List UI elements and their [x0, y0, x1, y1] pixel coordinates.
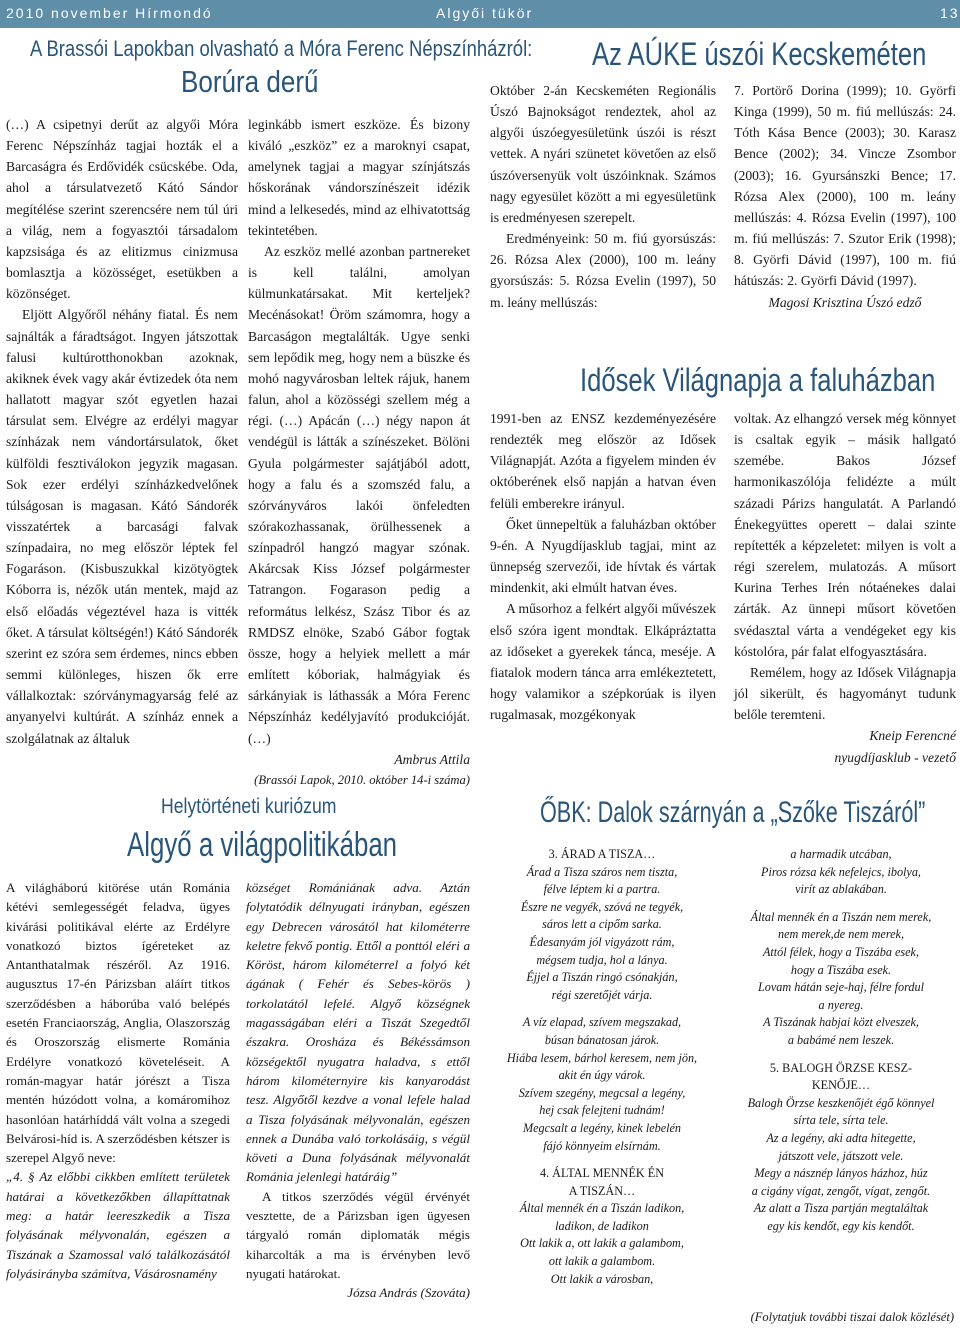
song-heading: 4. ÁLTAL MENNÉK ÉN A TISZÁN…: [539, 1166, 665, 1198]
page-header: [0, 0, 960, 28]
paragraph: A műsorhoz a felkért algyői művészek első szóra igent mondtak. Elkápráztatta az időseket a gyerekek tánca, meséje. A fiatalok modern tánca arra emlékeztetett, hogy valamikor a szépkorúak is ilyen rugalmasak, mozgékonyak: [490, 601, 716, 723]
article1-kicker: A Brassói Lapokban olvasható a Móra Ferenc Népszínházról:: [30, 36, 533, 61]
paragraph: Az eszköz mellé azonban partnereket is kell találni, amolyan külmunkatársakat. Mit kerteljek? Mecénásokat! Öröm számomra, hogy a Barcaságon megtalálták. Ugye senki sem lepődik meg, hogy nem a büszke és mohó nagyvárosban leltek rájuk, hanem falun, ahol a közösségi szellem még a régi. (…) Apácán (…) négy napon át vendégül is látták a színészeket. Bölöni Gyula polgármester sajátjából adott, hogy a falu és a szomszéd falu, a szórványváros lakói önfeledten szórakozhassanak, örülhessenek a színpadról hangzó magyar szónak. Akárcsak Kiss József polgármester Tatrangon. Fogarason pedig a református lelkész, Szász Tibor és az RMDSZ elnöke, Szabó Gábor fogtak össze, hogy a helyiek mellett a már említett kóboriak, halmágyiak és sárkányiak is láthassák a Móra Ferenc Népszínház kedélyjavító produkcióját. (…): [248, 243, 470, 746]
paragraph: A titkos szerződés végül érvényét vesztette, de a Párizsban igen ügyesen tárgyaló román diplomaták mégis kiharcolták a ma is érvényben levő nyugati határokat.: [246, 1188, 470, 1281]
article3-column-1: [490, 408, 716, 725]
article4-column-1: [6, 878, 230, 1283]
article2-column-2: [734, 80, 956, 313]
article1-column-1: [6, 114, 238, 749]
header-section: Algyői tükör: [436, 5, 534, 21]
paragraph: leginkább ismert eszköze. És bizony kiváló „eszköz” ez a maroknyi csapat, amelynek tagjai a magyar színjátszás hőskorának vándorszínészeit idézik mind a lelkesedés, mind az elhivatottság tekintetében.: [248, 117, 470, 238]
poem-column-2: [724, 846, 958, 1245]
article3-title: Idősek Világnapja a faluházban: [580, 362, 936, 398]
header-page-number: 13: [940, 5, 960, 21]
paragraph: Eredményeink: 50 m. fiú gyorsúszás: 26. Rózsa Alex (2000), 100 m. leány gyorsúszás: 5. Rózsa Evelin (1997), 50 m. leány mellúszás:: [490, 231, 716, 310]
paragraph: voltak. Az elhangzó versek még könnyet is csaltak egyik – másik hallgató szemébe. Bakos József harmonikaszólója felidézte a múlt századi Párizs hangulatát. A Parlandó Énekegyüttes operett – dalai szinte repítették a képzeletet: milyen is volt a régi szerelem, mulatozás. A műsort Kurina Terhes Irén nótaénekes dalai zárták. Az ünnepi műsort követően svédasztal várta a vendégeket egy kis kóstolóra, pár falat elfogyasztására.: [734, 411, 956, 659]
article4-column-2: [246, 878, 470, 1303]
paragraph: Eljött Algyőről néhány fiatal. És nem sajnálták a fáradtságot. Ingyen játszottak falusi kultúrotthonokban azoknak, akiknek évek vagy akár évtizedek óta nem hallatott magyar szót egyetlen hazai társulat sem. Elvégre az erdélyi magyar színházak nem vándortársulatok, őket külföldi fesztiválokon jegyzik magasan. Sok ezer erdélyi színházkedvelőnek túlságosan is magasan. Kátó Sándorék visszatértek a barcasági falvak színpadaira, no meg először léptek fel Fogaráson. (Kisbuszukkal kizötyögtek Kóborra is, nézők után mentek, majd az első előadás végeztével haza is vitték őket. A társulat költségén!) Kátó Sándorék szerint ez szóra sem érdemes, nincs ebben semmi különleges, hiszen ők erre vállalkoztak: szórványmagyarság felé az anyanyelvi kultúrát. A színház ennek a szolgálatnak az általuk: [6, 307, 238, 746]
header-issue: 2010 november Hírmondó: [6, 5, 213, 21]
article1-source: (Brassói Lapok, 2010. október 14-i száma): [254, 772, 470, 787]
song-lyrics: Balogh Örzse keszkenőjét égő könnyel sírta tele, sírta tele. Az a legény, aki adta hitegette, játszott vele, játszott vele. Megy a násznép lányos házhoz, húz a cigány vígat, zengőt, vígat, zengőt. Az alatt a Tisza partján megtaláltak egy kis kendőt, egy kis kendőt.: [747, 1095, 935, 1233]
song-lyrics: Által mennék én a Tiszán ladikon, ladikon, de ladikon Ott lakik a, ott lakik a galambom, ott lakik a galambom. Ott lakik a városban,: [519, 1201, 685, 1286]
paragraph: Október 2-án Kecskeméten Regionális Úszó Bajnokságot rendeztek, ahol az algyői úszóegyesületünk úszói is részt vettek. A nyári szünetet követően az első úszóversenyük volt úszóinknak. Számos nagy egyesület között a mi egyesületünk is eredményesen szerepelt.: [490, 83, 716, 225]
song-heading: 3. ÁRAD A TISZA…: [548, 847, 656, 861]
paragraph: 7. Portörő Dorina (1999); 10. Györfi Kinga (1999), 50 m. fiú mellúszás: 24. Tóth Kása Bence (2003); 30. Karasz Bence (2002); 34. Vincze Zsombor (2003); 16. Gyursánszki Bence; 17. Rózsa Alex (2000), 100 m. leány mellúszás: 4. Rózsa Evelin (1997), 100 m. fiú mellúszás: 7. Szutor Erik (1998); 8. Györfi Dávid (1997), 100 m. fiú hátúszás: 2. Györfi Dávid (1997).: [734, 83, 956, 289]
article3-author: Kneip Ferencné: [869, 728, 956, 744]
article4-author: Józsa András (Szováta): [347, 1285, 470, 1301]
article2-author: Magosi Krisztina Úszó edző: [768, 294, 922, 310]
song-heading: 5. BALOGH ÖRZSE KESZ- KENŐJE…: [769, 1060, 913, 1093]
paragraph: (…) A csipetnyi derűt az algyői Móra Ferenc Népszínház tagjai hozták el a Barcaságra és Erdővidék csücskébe. Oda, ahol a társulatvezető Kátó Sándor megítélése szerint szerencsére nem túl úri a világ, nem a fogyasztói társadalom kapzsisága és az elitizmus cinizmusa bomlasztja a közösséget, esetükben a közönséget.: [6, 117, 238, 302]
treaty-quote: „4. § Az előbbi cikkben említett területek határai a következőkben állapíttatnak meg: a határ leereszkedik a Tisza folyásának mélyvonalán, egészen a Tiszának a Szamossal való találkozásától folyásirányba számítva, Vásárosnamény: [6, 1169, 230, 1281]
paragraph: Remélem, hogy az Idősek Világnapja jól sikerült, és hagyományt tudunk belőle teremteni.: [734, 664, 956, 723]
poem-column-1: [486, 846, 718, 1298]
article3-column-2: [734, 408, 956, 768]
article4-title: Algyő a világpolitikában: [127, 826, 398, 864]
article4-kicker: Helytörténeti kuriózum: [161, 795, 337, 818]
song-lyrics: Árad a Tisza száros nem tiszta, félve léptem ki a partra. Észre ne vegyék, szóvá ne tegyék, sáros lett a cipőm sarka. Édesanyám jól vigyázott rám, mégsem tudja, hol a lánya. Éjjel a Tiszán ringó csónakján, régi szeretőjét várja.: [520, 864, 684, 1002]
paragraph: 1991-ben az ENSZ kezdeményezésére rendezték meg először az Idősek Világnapját. Azóta a figyelem minden év októberének első napján a hatvan éven felüli emberekre irányul.: [490, 411, 716, 511]
article1-column-2: [248, 114, 470, 791]
article3-author-role: nyugdíjasklub - vezető: [834, 749, 956, 765]
article1-title: Borúra derű: [181, 64, 319, 99]
song-lyrics: A víz elapad, szívem megszakad, búsan bánatosan járok. Hiába lesem, bárhol keresem, nem jön, akit én úgy várok. Szívem szegény, megcsal a legény, hej csak felejteni tudnám! Megcsalt a legény, kinek lebelén fájó könnyeim elsírnám.: [506, 1015, 698, 1153]
article2-column-1: [490, 80, 716, 313]
treaty-quote: községet Romániának adva. Aztán folytatódik délnyugati irányban, egészen egy Debrecen városától hat kilométerre keletre fekvő pontig. Ettől a ponttól eléri a Köröst, három kilométerrel a folyó két ágának ( Fehér és Sebes-körös ) torkolatától lefelé. Algyő községnek magasságában eléri a Tiszát Szegedtől északra. Orosháza és Békéssámson községektől nyugatra haladva, s ettől három kilométernyire kis kanyarodást tesz. Algyőtől kezdve a vonal lefele halad a Tisza folyásának mélyvonalán, egészen ennek a Dunába való torkolásáig, s végül követi a Duna folyásának mélyvonalát Románia jelenlegi határáig”: [246, 880, 470, 1185]
continued-note: (Folytatjuk további tiszai dalok közlését): [750, 1310, 954, 1324]
article1-author: Ambrus Attila: [394, 751, 470, 767]
paragraph: Őket ünnepeltük a faluházban október 9-én. A Nyugdíjasklub tagjai, mint az ünnepség szervezői, ide hívtak és vártak mindenkit, aki elmúlt hatvan éves.: [490, 516, 716, 596]
song-lyrics: Által mennék én a Tiszán nem merek, nem merek,de nem merek, Attól félek, hogy a Tiszába esek, hogy a Tiszába esek. Lovam hátán seje-haj, félre fordul a nyereg. A Tiszának habjai közt elveszek, a babámé nem leszek.: [750, 909, 932, 1047]
paragraph: A világháború kitörése után Románia kétévi semlegességét feladva, ügyes kivárási politikával elérte az Erdélyre vonatkozó biztos ígéreteket az Antanthatalmak részéről. Az 1916. augusztus 17-én Párizsban aláírt titkos szerződésben a háborúba való belépés esetén Franciaország, Anglia, Olaszország és Oroszország elismerte Románia Erdélyre vonatkozó követeléseit. A román-magyar határ jórészt a Tisza mentén húzódott volna, a komáromihoz hasonlóan határhíddá vált volna a szegedi Belvárosi-híd is. A szerződésben kétszer is szerepel Algyő neve:: [6, 880, 230, 1166]
article2-title: Az AÚKE úszói Kecskeméten: [592, 36, 927, 72]
article5-title: ŐBK: Dalok szárnyán a „Szőke Tiszáról”: [540, 796, 926, 829]
song-lyrics: a harmadik utcában, Piros rózsa kék nefelejcs, ibolya, virít az ablakában.: [761, 847, 921, 897]
